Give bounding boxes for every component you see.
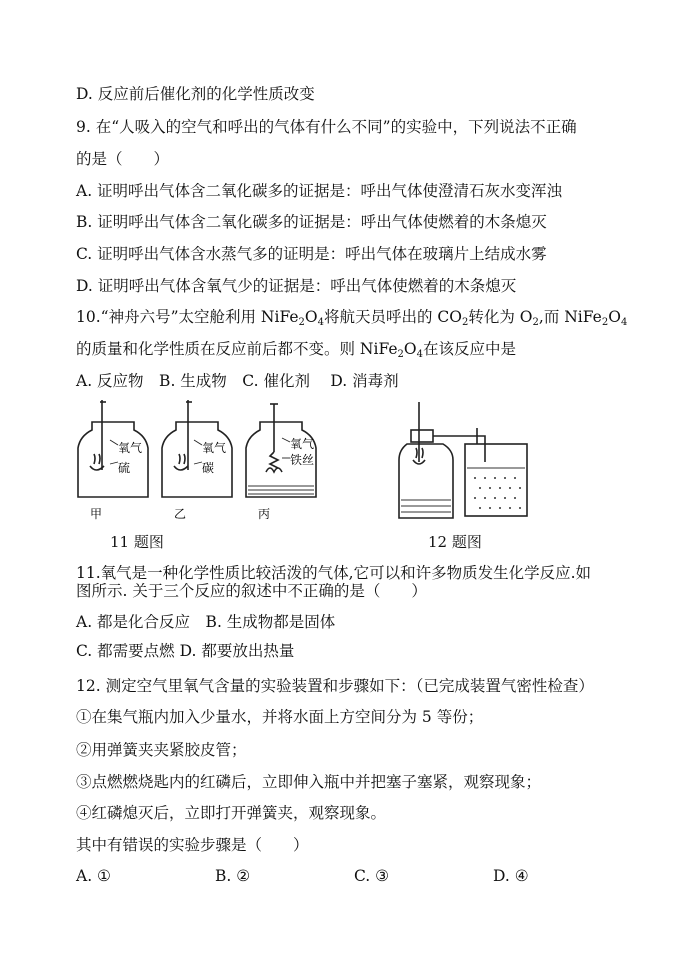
q9-option-c: C. 证明呼出气体含水蒸气多的证明是：呼出气体在玻璃片上结成水雾 (76, 245, 547, 263)
q12-step-1: ①在集气瓶内加入少量水，并将水面上方空间分为 5 等份； (76, 708, 484, 726)
q12-step-3: ③点燃燃烧匙内的红磷后，立即伸入瓶中并把塞子塞紧，观察现象； (76, 773, 542, 791)
label-jar-c: 丙 (258, 507, 271, 521)
q11-options-cd: C. 都需要点燃 D. 都要放出热量 (76, 642, 295, 660)
option-d-q8: D. 反应前后催化剂的化学性质改变 (76, 85, 315, 103)
question-9-stem-cont: 的是（ ） (76, 150, 170, 168)
question-9-stem: 9. 在“人吸入的空气和呼出的气体有什么不同”的实验中，下列说法不正确 (76, 118, 577, 136)
figure-11-caption: 11 题图 (110, 533, 164, 551)
label-jar-b: 乙 (174, 507, 187, 521)
q12-prompt: 其中有错误的实验步骤是（ ） (76, 836, 309, 854)
figure-11-diagram (70, 400, 330, 525)
q12-step-2: ②用弹簧夹夹紧胶皮管； (76, 741, 247, 759)
q9-option-a: A. 证明呼出气体含二氧化碳多的证据是：呼出气体使澄清石灰水变浑浊 (76, 182, 563, 200)
label-iron-wire: 铁丝 (290, 453, 315, 467)
q11-options-ab: A. 都是化合反应 B. 生成物都是固体 (76, 613, 336, 631)
question-12-stem: 12. 测定空气里氧气含量的实验装置和步骤如下：（已完成装置气密性检查） (76, 677, 594, 695)
question-11-stem: 11.氧气是一种化学性质比较活泼的气体,它可以和许多物质发生化学反应.如 (76, 564, 592, 582)
figure-12-diagram (395, 402, 535, 524)
q12-option-d: D. ④ (493, 867, 529, 885)
q9-option-d: D. 证明呼出气体含氧气少的证据是：呼出气体使燃着的木条熄灭 (76, 277, 517, 295)
label-sulfur: 硫 (118, 461, 131, 475)
q10-options: A. 反应物 B. 生成物 C. 催化剂 D. 消毒剂 (76, 372, 399, 390)
q12-step-4: ④红磷熄灭后，立即打开弹簧夹，观察现象。 (76, 804, 387, 822)
question-10-stem-cont: 的质量和化学性质在反应前后都不变。则 $NiFe_2O_4$在该反应中是 (76, 340, 517, 360)
question-11-stem-cont: 图所示. 关于三个反应的叙述中不正确的是（ ） (76, 582, 427, 600)
q12-option-c: C. ③ (354, 867, 390, 885)
q12-options (76, 866, 529, 886)
label-oxygen-c: 氧气 (290, 437, 315, 451)
q9-option-b: B. 证明呼出气体含二氧化碳多的证据是：呼出气体使燃着的木条熄灭 (76, 213, 547, 231)
label-jar-a: 甲 (90, 507, 103, 521)
label-oxygen-a: 氧气 (118, 441, 143, 455)
figure-12-caption: 12 题图 (428, 533, 482, 551)
q12-option-a: A. ① (76, 867, 111, 885)
question-10-stem: 10.“神舟六号”太空舱利用 $NiFe_2O_4$将航天员呼出的 $CO_2$转化为 $O_2$,而 $NiFe_2O_4$ (76, 308, 628, 328)
label-carbon: 碳 (202, 461, 215, 475)
q12-option-b: B. ② (215, 867, 251, 885)
label-oxygen-b: 氧气 (202, 441, 227, 455)
